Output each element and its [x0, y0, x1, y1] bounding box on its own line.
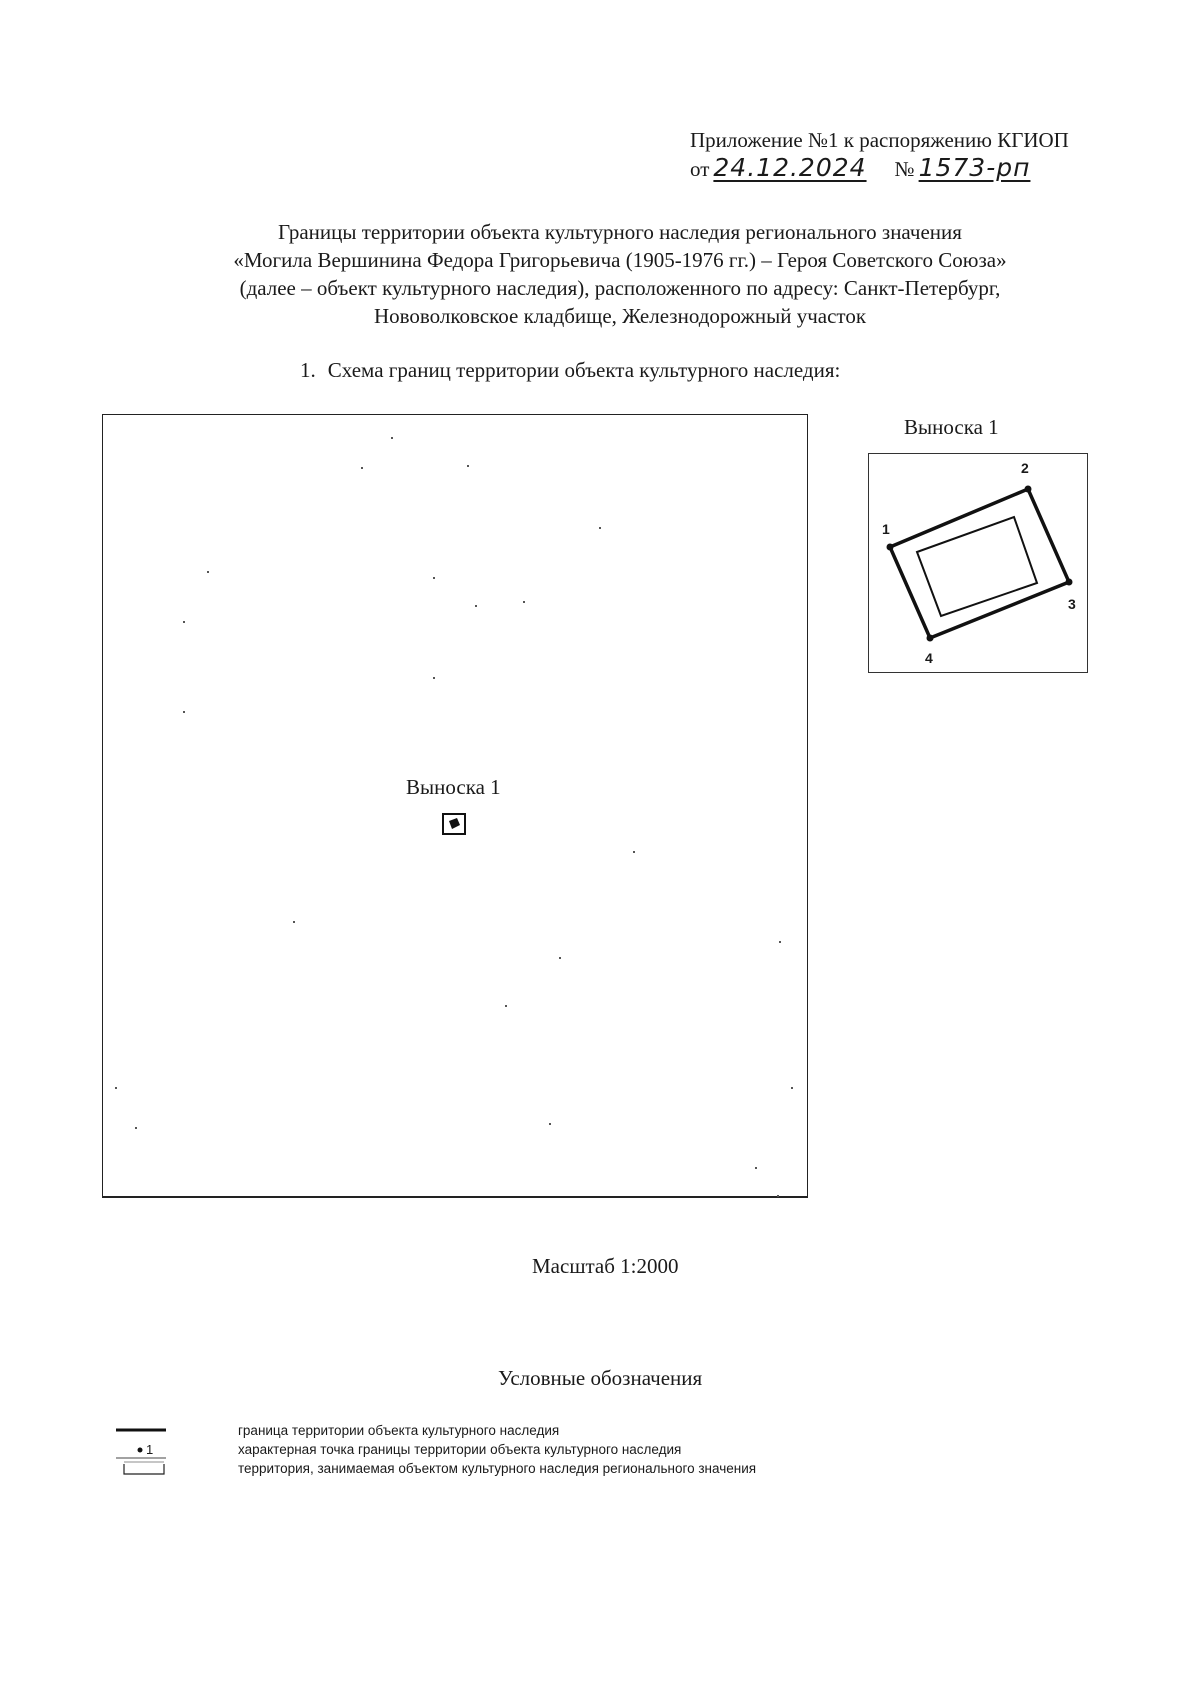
title-line-4: Нововолковское кладбище, Железнодорожный участок — [373, 304, 867, 328]
territory-boundary — [890, 489, 1069, 638]
point-label-1: 1 — [882, 521, 890, 537]
boundary-outline-diagram — [869, 454, 1086, 671]
legend-item-boundary-line — [116, 1422, 1016, 1440]
point-label-2: 2 — [1021, 460, 1029, 476]
boundary-point-2 — [1025, 486, 1032, 493]
boundary-point-1 — [887, 544, 894, 551]
map-scale: Масштаб 1:2000 — [532, 1254, 679, 1278]
title-line-1: Границы территории объекта культурного наследия регионального значения — [278, 220, 962, 244]
scan-speck — [361, 467, 363, 469]
scan-speck — [791, 1087, 793, 1089]
main-callout-label: Выноска 1 — [406, 775, 501, 799]
scan-speck — [433, 677, 435, 679]
boundary-point-3 — [1066, 579, 1073, 586]
scan-speck — [475, 605, 477, 607]
inset-map — [868, 453, 1088, 673]
scan-speck — [183, 621, 185, 623]
scan-speck — [433, 577, 435, 579]
scan-speck — [523, 601, 525, 603]
point-label-3: 3 — [1068, 596, 1076, 612]
boundary-point-symbol-icon — [116, 1441, 166, 1459]
scan-speck — [135, 1127, 137, 1129]
scan-speck — [183, 711, 185, 713]
boundary-scheme-map — [102, 414, 808, 1198]
scan-speck — [599, 527, 601, 529]
legend-text-boundary-line: граница территории объекта культурного наследия — [238, 1423, 560, 1438]
order-reference — [690, 153, 1170, 182]
boundary-point-4 — [927, 635, 934, 642]
section-number: 1. — [300, 358, 316, 382]
boundary-point-symbol-label: 1 — [146, 1442, 154, 1457]
document-title — [120, 218, 1120, 330]
callout-marker-icon — [442, 813, 466, 835]
scan-speck — [559, 957, 561, 959]
inset-label: Выноска 1 — [904, 415, 999, 439]
legend-title: Условные обозначения — [498, 1366, 703, 1390]
point-label-4: 4 — [925, 650, 933, 666]
scan-speck — [633, 851, 635, 853]
occupied-territory-symbol-icon — [116, 1460, 166, 1478]
legend-item-boundary-point — [116, 1441, 1016, 1459]
scan-speck — [207, 571, 209, 573]
legend-text-boundary-point: характерная точка границы территории объекта культурного наследия — [238, 1442, 682, 1457]
section-heading — [300, 358, 1000, 383]
order-number: 1573-рп — [918, 153, 1031, 182]
scan-speck — [505, 1005, 507, 1007]
section-title: Схема границ территории объекта культурного наследия: — [327, 358, 841, 382]
number-prefix: № — [894, 157, 915, 181]
date-prefix: от — [690, 157, 710, 181]
scan-speck — [115, 1087, 117, 1089]
scan-speck — [293, 921, 295, 923]
appendix-heading: Приложение №1 к распоряжению КГИОП — [690, 128, 1069, 152]
legend-text-occupied-territory: территория, занимаемая объектом культурного наследия регионального значения — [238, 1461, 757, 1476]
title-line-3: (далее – объект культурного наследия), расположенного по адресу: Санкт-Петербург, — [239, 276, 1001, 300]
boundary-line-symbol-icon — [116, 1422, 166, 1440]
legend-item-occupied-territory — [116, 1460, 1016, 1478]
scan-speck — [755, 1167, 757, 1169]
title-line-2: «Могила Вершинина Федора Григорьевича (1905-1976 гг.) – Героя Советского Союза» — [233, 248, 1007, 272]
scan-speck — [779, 941, 781, 943]
order-date: 24.12.2024 — [713, 153, 867, 182]
scan-speck — [467, 465, 469, 467]
scan-speck — [391, 437, 393, 439]
scan-speck — [777, 1195, 779, 1197]
scan-speck — [549, 1123, 551, 1125]
